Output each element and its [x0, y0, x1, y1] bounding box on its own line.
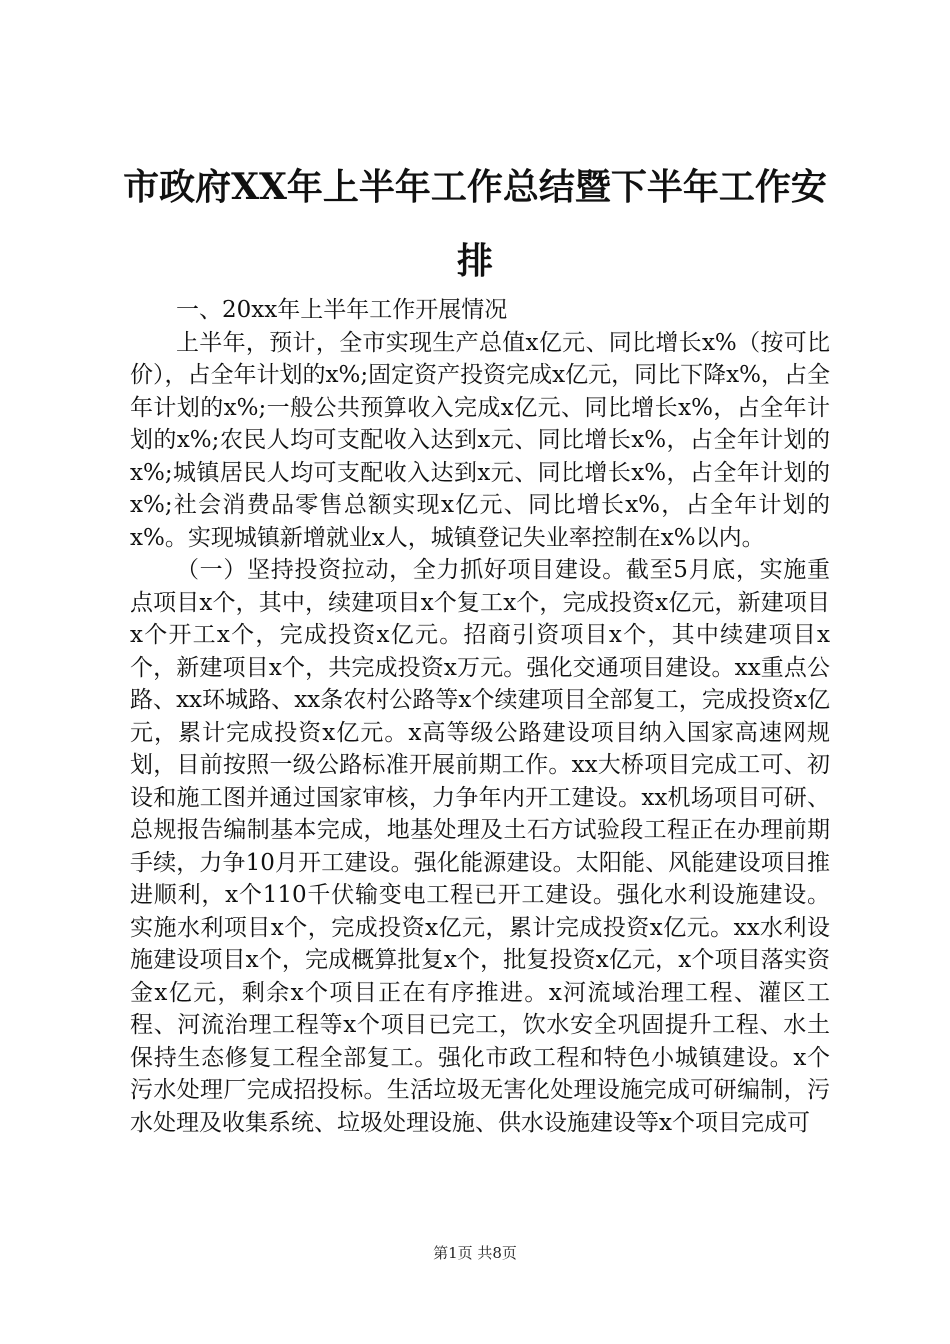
paragraph-investment: （一）坚持投资拉动，全力抓好项目建设。截至5月底，实施重点项目x个，其中，续建项目x个复工x个，完成投资x亿元，新建项目x个开工x个，完成投资x亿元。招商引资项目x个，其中续建项目x个，新建项目x个，共完成投资x万元。强化交通项目建设。xx重点公路、xx环城路、xx条农村公路等x个续建项目全部复工，完成投资x亿元，累计完成投资x亿元。x高等级公路建设项目纳入国家高速网规划，目前按照一级公路标准开展前期工作。xx大桥项目完成工可、初设和施工图并通过国家审核，力争年内开工建设。xx机场项目可研、总规报告编制基本完成，地基处理及土石方试验段工程正在办理前期手续，力争10月开工建设。强化能源建设。太阳能、风能建设项目推进顺利，x个110千伏输变电工程已开工建设。强化水利设施建设。实施水利项目x个，完成投资x亿元，累计完成投资x亿元。xx水利设施建设项目x个，完成概算批复x个，批复投资x亿元，x个项目落实资金x亿元，剩余x个项目正在有序推进。x河流域治理工程、灌区工程、河流治理工程等x个项目已完工，饮水安全巩固提升工程、水土保持生态修复工程全部复工。强化市政工程和特色小城镇建设。x个污水处理厂完成招投标。生活垃圾无害化处理设施完成可研编制，污水处理及收集系统、垃圾处理设施、供水设施建设等x个项目完成可	[130, 557, 830, 1136]
page-footer: 第1页 共8页	[433, 1244, 517, 1262]
document-body	[130, 294, 830, 1139]
paragraph-overview: 上半年，预计，全市实现生产总值x亿元、同比增长x%（按可比价），占全年计划的x%;固定资产投资完成x亿元，同比下降x%，占全年计划的x%;一般公共预算收入完成x亿元、同比增长x%，占全年计划的x%;农民人均可支配收入达到x元、同比增长x%，占全年计划的x%;城镇居民人均可支配收入达到x元、同比增长x%，占全年计划的x%;社会消费品零售总额实现x亿元、同比增长x%，占全年计划的x%。实现城镇新增就业x人，城镇登记失业率控制在x%以内。	[130, 329, 830, 551]
document-title: 市政府XX年上半年工作总结暨下半年工作安排	[123, 166, 827, 282]
section-heading: 一、20xx年上半年工作开展情况	[176, 297, 508, 323]
